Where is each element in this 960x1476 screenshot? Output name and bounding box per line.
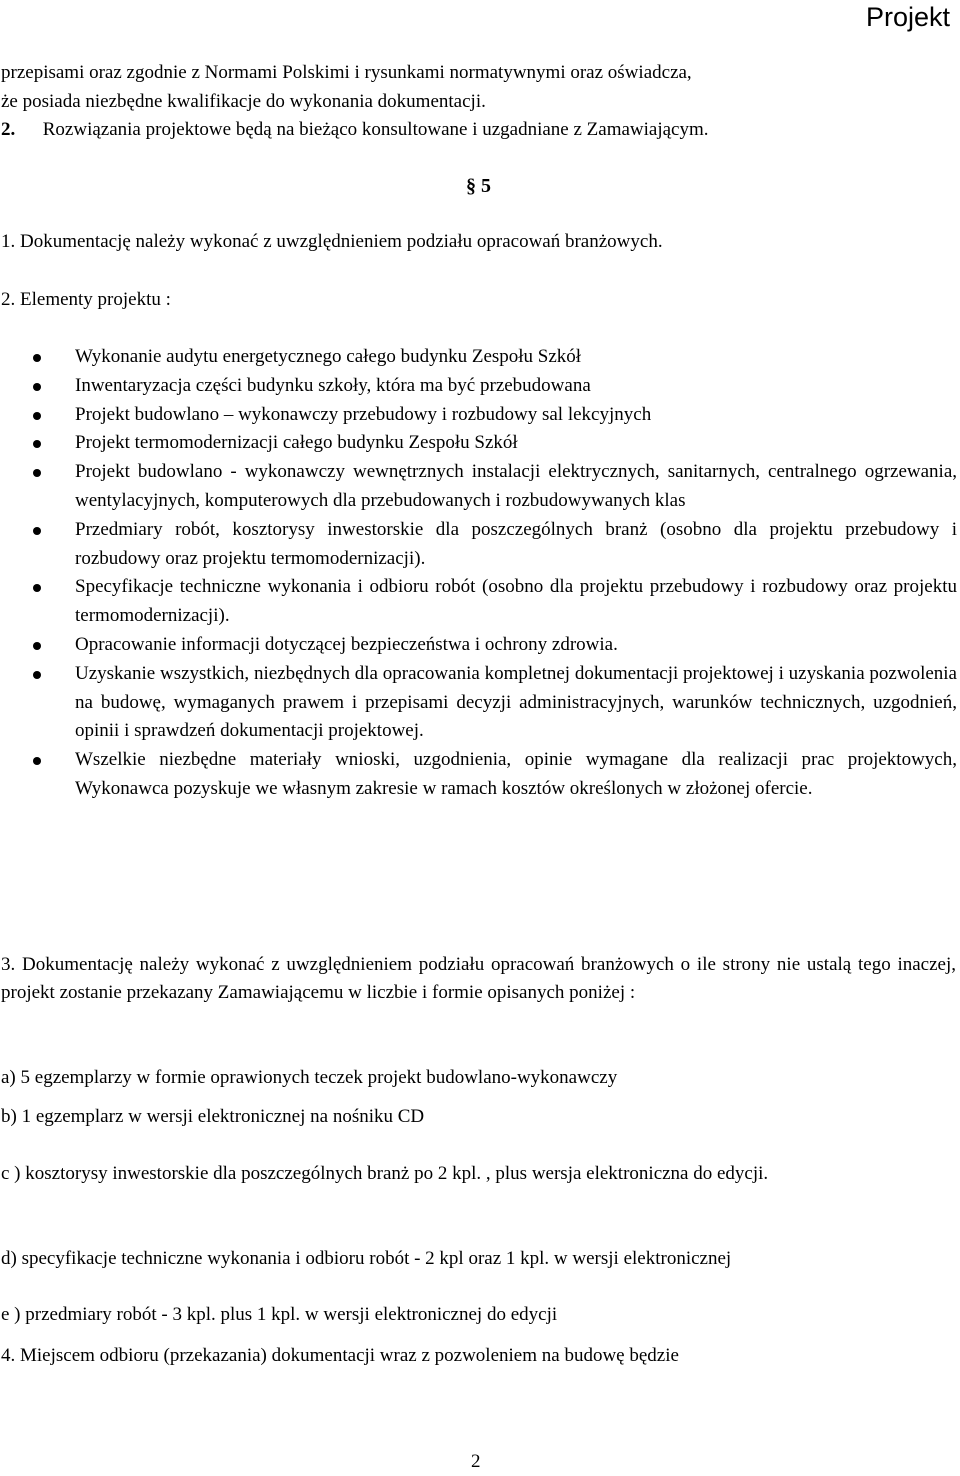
copies-item-c: c ) kosztorysy inwestorskie dla poszczególnych branż po 2 kpl. , plus wersja elektroniczna do edycji. <box>1 1163 769 1184</box>
copies-item-e: e ) przedmiary robót - 3 kpl. plus 1 kpl. w wersji elektronicznej do edycji <box>1 1304 558 1325</box>
list-item: Uzyskanie wszystkich, niezbędnych dla opracowania kompletnej dokumentacji projektowej i uzyskania pozwolenia na budowę, wymaganych prawem i przepisami decyzji administracyjnych, warunków technicznych, uzgodnień, opinii i sprawdzeń dokumentacji projektowej. <box>0 660 957 746</box>
section-point-1: 1. Dokumentację należy wykonać z uwzględnieniem podziału opracowań branżowych. <box>1 231 663 252</box>
bullet-icon <box>33 584 41 592</box>
list-item: Przedmiary robót, kosztorysy inwestorskie dla poszczególnych branż (osobno dla projektu przebudowy i rozbudowy oraz projektu termomodernizacji). <box>0 516 957 574</box>
bullet-icon <box>33 440 41 448</box>
project-elements-list <box>0 343 957 804</box>
list-item: Specyfikacje techniczne wykonania i odbioru robót (osobno dla projektu przebudowy i rozbudowy oraz projektu termomodernizacji). <box>0 573 957 631</box>
bullet-icon <box>33 757 41 765</box>
copies-item-a: a) 5 egzemplarzy w formie oprawionych teczek projekt budowlano-wykonawczy <box>1 1067 618 1088</box>
section-heading: § 5 <box>466 175 491 197</box>
copies-item-d: d) specyfikacje techniczne wykonania i odbioru robót - 2 kpl oraz 1 kpl. w wersji elektronicznej <box>1 1248 732 1269</box>
list-item: Wszelkie niezbędne materiały wnioski, uzgodnienia, opinie wymagane dla realizacji prac projektowych, Wykonawca pozyskuje we własnym zakresie w ramach kosztów określonych w złożonej ofercie. <box>0 746 957 804</box>
bullet-icon <box>33 527 41 535</box>
list-item: Projekt budowlano – wykonawczy przebudowy i rozbudowy sal lekcyjnych <box>0 401 957 430</box>
list-item: Projekt budowlano - wykonawczy wewnętrznych instalacji elektrycznych, sanitarnych, centralnego ogrzewania, wentylacyjnych, komputerowych dla przebudowanych i rozbudowywanych klas <box>0 458 957 516</box>
intro-item-2-text: Rozwiązania projektowe będą na bieżąco konsultowane i uzgadniane z Zamawiającym. <box>42 119 709 140</box>
bullet-icon <box>33 469 41 477</box>
bullet-icon <box>33 642 41 650</box>
section-point-2: 2. Elementy projektu : <box>1 289 171 310</box>
section-point-3: 3. Dokumentację należy wykonać z uwzględnieniem podziału opracowań branżowych o ile strony nie ustalą tego inaczej, projekt zostanie przekazany Zamawiającemu w liczbie i formie opisanych poniżej : <box>1 954 956 1003</box>
intro-line-2: że posiada niezbędne kwalifikacje do wykonania dokumentacji. <box>1 91 486 112</box>
section-point-4: 4. Miejscem odbioru (przekazania) dokumentacji wraz z pozwoleniem na budowę będzie <box>1 1345 679 1366</box>
bullet-icon <box>33 354 41 362</box>
copies-item-b: b) 1 egzemplarz w wersji elektronicznej na nośniku CD <box>1 1106 425 1127</box>
bullet-icon <box>33 412 41 420</box>
list-item: Wykonanie audytu energetycznego całego budynku Zespołu Szkół <box>0 343 957 372</box>
bullet-icon <box>33 383 41 391</box>
intro-line-1: przepisami oraz zgodnie z Normami Polskimi i rysunkami normatywnymi oraz oświadcza, <box>1 62 692 83</box>
list-item: Projekt termomodernizacji całego budynku Zespołu Szkół <box>0 429 957 458</box>
list-item: Opracowanie informacji dotyczącej bezpieczeństwa i ochrony zdrowia. <box>0 631 957 660</box>
intro-item-2-number: 2. <box>1 119 16 140</box>
document-header-title: Projekt <box>865 2 950 32</box>
intro-item-2 <box>1 116 956 144</box>
list-item: Inwentaryzacja części budynku szkoły, która ma być przebudowana <box>0 372 957 401</box>
bullet-icon <box>33 671 41 679</box>
page-number: 2 <box>471 1451 481 1472</box>
